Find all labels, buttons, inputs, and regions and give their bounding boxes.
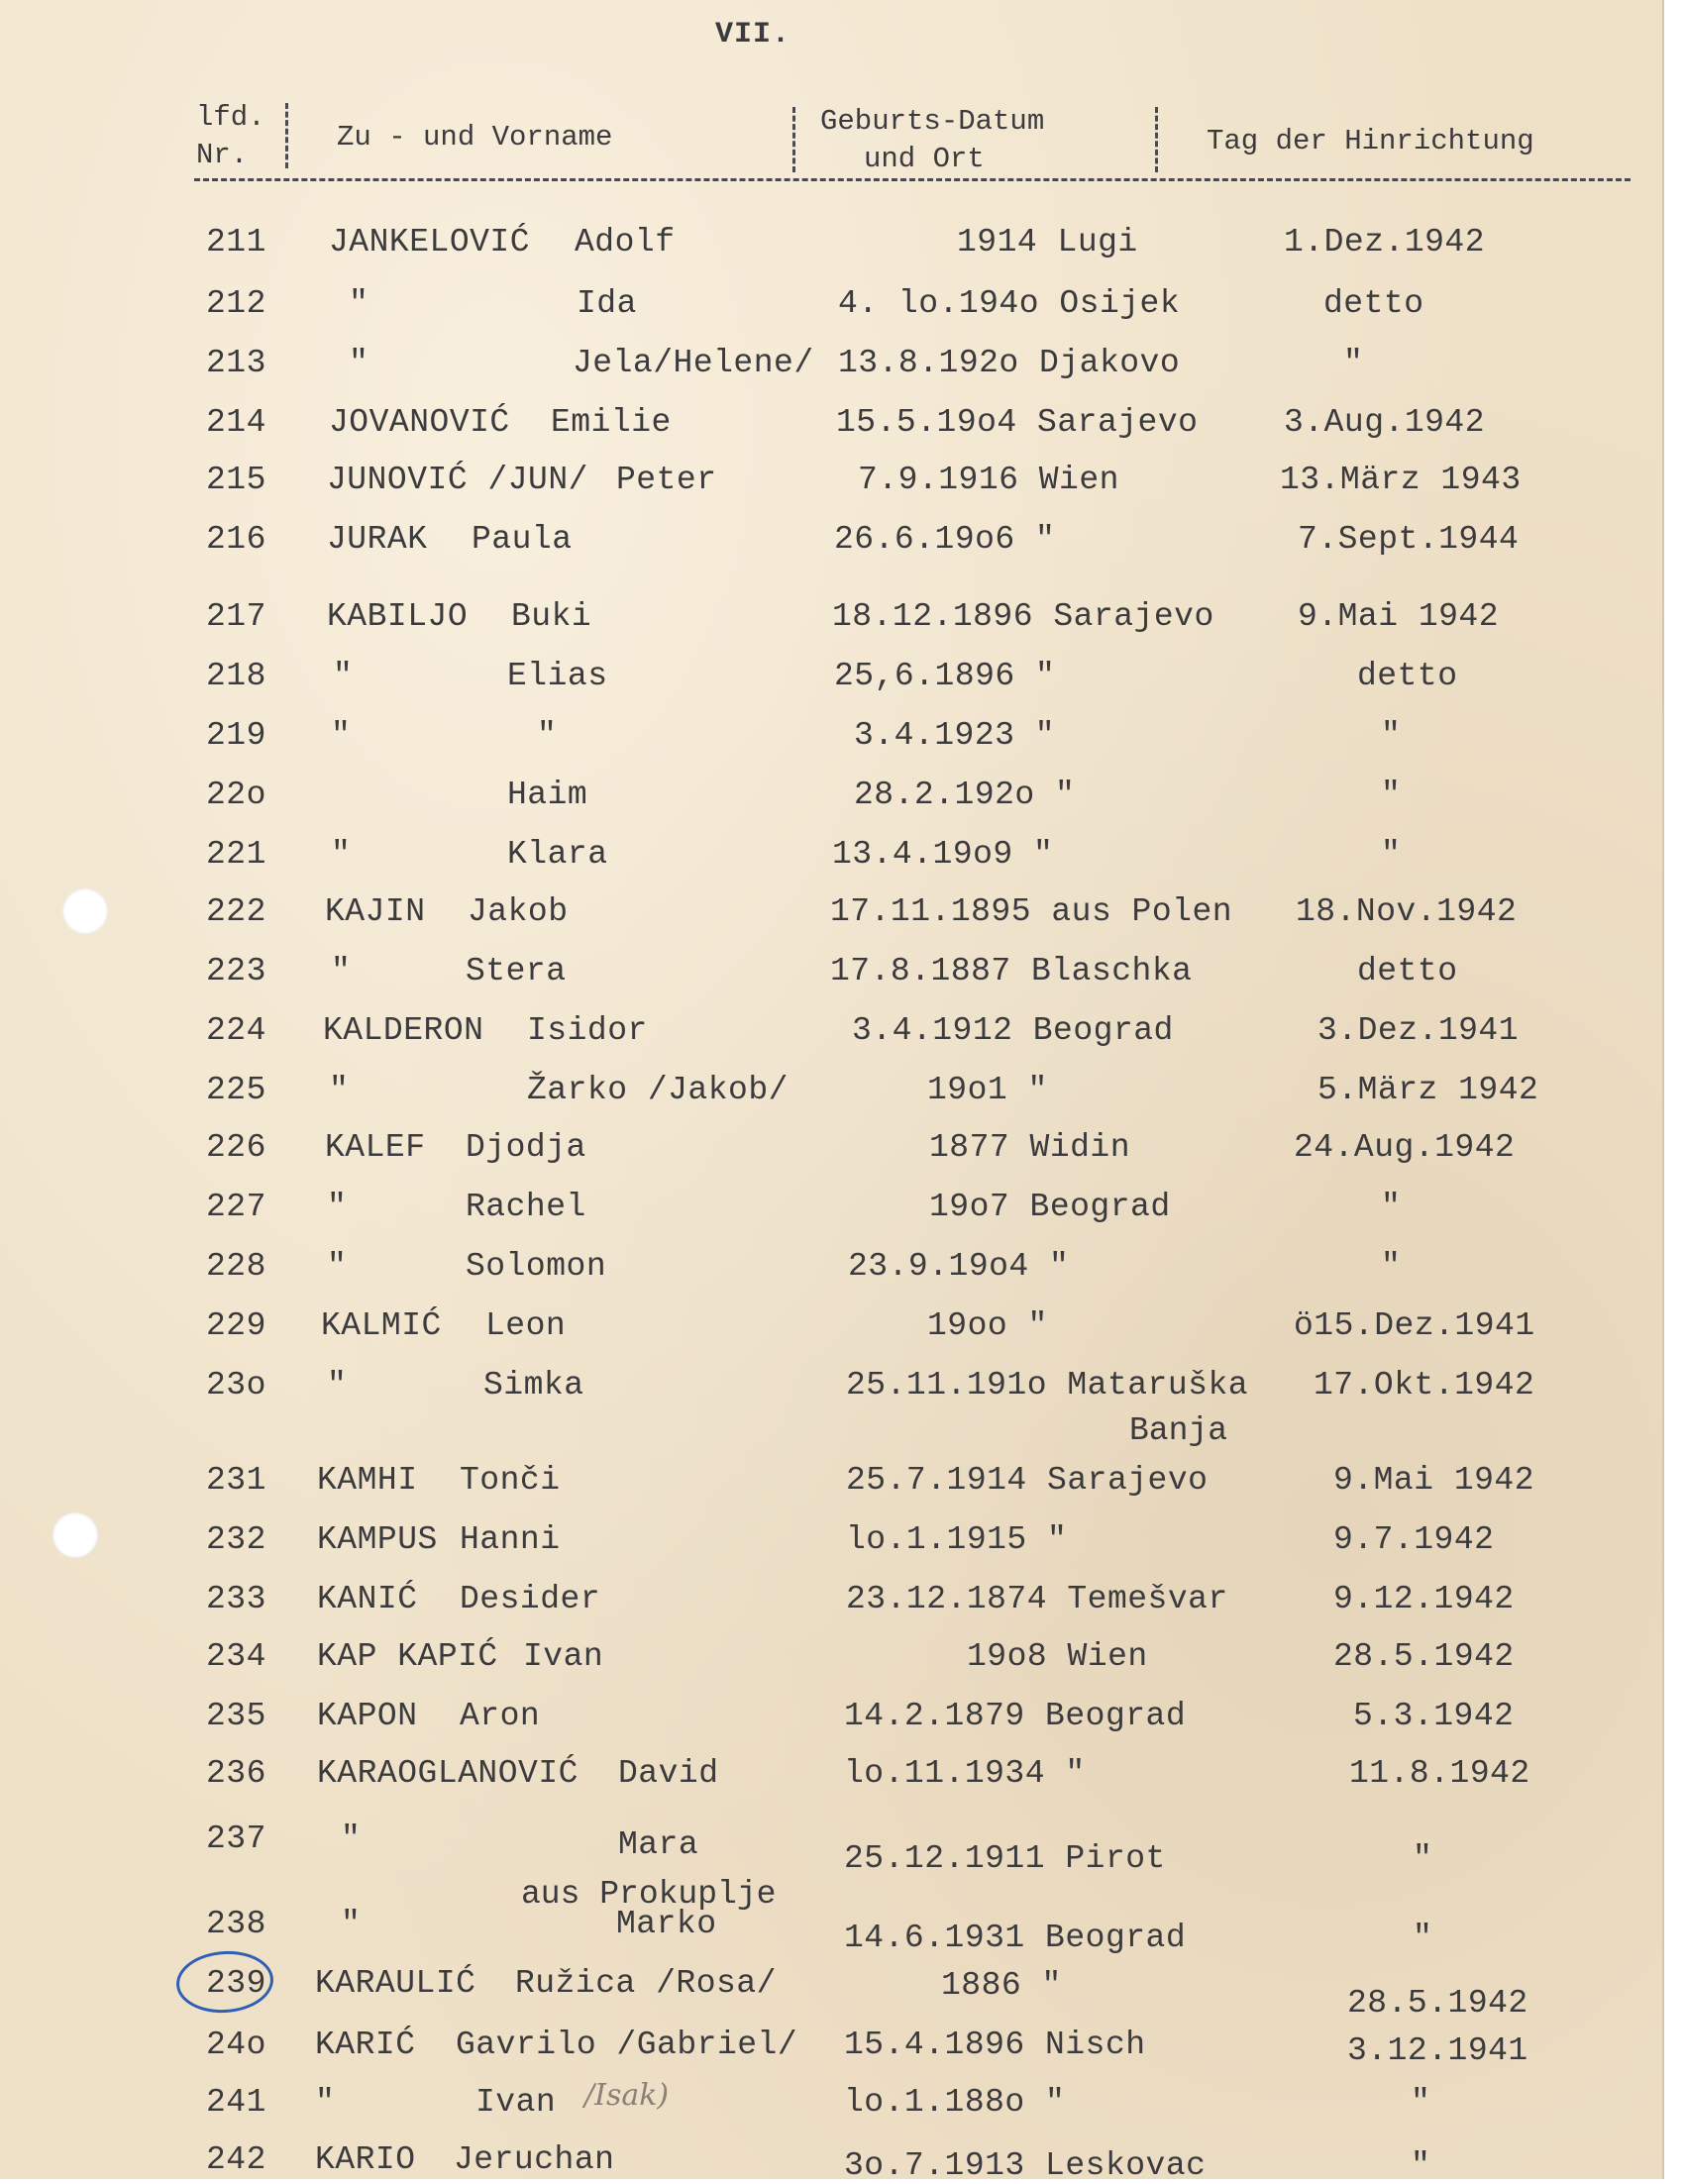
row-birth: 25,6.1896 " [834,658,1056,694]
table-row [0,1129,1662,1166]
table-row [0,1307,1662,1344]
row-birth: 14.2.1879 Beograd [844,1698,1187,1734]
row-execution-date: 18.Nov.1942 [1296,893,1518,930]
page-number: VII. [715,18,791,52]
row-given-name: Desider [460,1581,601,1617]
row-execution-date: " [1381,717,1402,754]
row-birth: 7.9.1916 Wien [858,462,1119,498]
row-execution-date: " [1381,1248,1402,1285]
row-given-name: Peter [616,462,717,498]
table-row [0,1698,1662,1734]
pencil-note: /Isak) [584,2078,670,2113]
row-given-name: Marko [616,1906,717,1942]
table-row [0,521,1662,558]
row-number: 224 [206,1012,266,1049]
row-number: 24o [206,2027,266,2063]
row-number: 213 [206,345,266,381]
row-birth: 14.6.1931 Beograd [844,1920,1187,1956]
header-nr-line1: lfd. [196,101,265,134]
row-birth: lo.1.188o " [844,2084,1066,2121]
row-given-name: Rachel [466,1189,586,1225]
row-number: 234 [206,1638,266,1675]
table-row [0,2027,1662,2069]
row-surname: KARIĆ [315,2027,416,2063]
row-surname: KABILJO [327,598,469,635]
row-surname: " [349,345,369,381]
row-surname: KARAULIĆ [315,1965,476,2002]
row-execution-date: detto [1357,953,1458,989]
row-given-name: Isidor [527,1012,648,1049]
row-given-name: Haim [507,777,588,813]
row-birth: 23.9.19o4 " [848,1248,1070,1285]
punch-hole-bottom [53,1512,98,1558]
row-execution-date: detto [1323,285,1424,322]
row-execution-date: 7.Sept.1944 [1298,521,1520,558]
row-given-name: Ružica /Rosa/ [515,1965,777,2002]
row-birth: 3o.7.1913 Leskovac [844,2147,1207,2184]
row-number: 223 [206,953,266,989]
row-given-name: Hanni [460,1521,561,1558]
row-number: 239 [206,1965,266,2002]
table-row [0,462,1662,498]
row-given-name: Ivan [523,1638,604,1675]
row-number: 237 [206,1820,266,1857]
row-surname: " [331,953,352,989]
row-given-name: Buki [511,598,592,635]
table-row [0,1189,1662,1225]
row-birth: 25.12.1911 Pirot [844,1840,1166,1877]
table-row [0,1367,1662,1404]
row-surname: KALDERON [323,1012,484,1049]
row-given-name: Gavrilo /Gabriel/ [456,2027,798,2063]
punch-hole-top [62,888,108,934]
row-surname: KARIO [315,2141,416,2178]
row-birth: 1877 Widin [929,1129,1131,1166]
row-given-name: Jeruchan [454,2141,615,2178]
row-number: 232 [206,1521,266,1558]
row-given-name: Stera [466,953,567,989]
header-separator-1 [285,103,288,168]
row-execution-date: " [1381,836,1402,873]
row-birth: 17.11.1895 aus Polen [830,893,1233,930]
row-birth: 4. lo.194o Osijek [838,285,1181,322]
row-execution-date: 5.3.1942 [1353,1698,1515,1734]
row-execution-date: 9.Mai 1942 [1298,598,1500,635]
header-rule [194,178,1631,181]
row-given-name: Žarko /Jakob/ [527,1072,789,1108]
row-number: 238 [206,1906,266,1942]
row-execution-date: " [1381,1189,1402,1225]
table-row [0,1755,1662,1792]
row-birth: 15.4.1896 Nisch [844,2027,1146,2063]
row-execution-date: " [1411,2084,1431,2121]
row-surname: " [333,658,354,694]
table-row [0,717,1662,754]
row-birth: lo.1.1915 " [846,1521,1068,1558]
row-given-name: Leon [485,1307,567,1344]
row-given-name: Jakob [468,893,569,930]
row-number: 22o [206,777,266,813]
row-execution-date: " [1413,1920,1433,1956]
row-surname: " [315,2084,336,2121]
row-execution-date: 9.7.1942 [1333,1521,1495,1558]
row-surname: " [327,1189,348,1225]
row-execution-date: 17.Okt.1942 [1314,1367,1535,1404]
row-number: 231 [206,1462,266,1499]
row-surname: " [341,1820,362,1857]
table-row [0,1906,1662,1956]
row-surname: KAMHI [317,1462,418,1499]
row-execution-date: " [1343,345,1364,381]
row-birth: 19o8 Wien [967,1638,1148,1675]
table-row [0,1248,1662,1285]
row-given-name: Simka [483,1367,584,1404]
row-execution-date: detto [1357,658,1458,694]
row-surname: KAPON [317,1698,418,1734]
row-given-name: " [537,717,558,754]
row-number: 212 [206,285,266,322]
row-execution-date: ö15.Dez.1941 [1294,1307,1535,1344]
row-execution-date: 28.5.1942 [1347,1985,1528,2022]
row-surname: " [349,285,369,322]
table-row [0,777,1662,813]
ink-circle-mark [174,1948,275,2017]
row-number: 215 [206,462,266,498]
row-given-name: Emilie [551,404,672,441]
table-row [0,658,1662,694]
table-row [0,1820,1662,1877]
row-given-name: Ivan [475,2084,557,2121]
table-row [0,224,1662,260]
row-number: 211 [206,224,266,260]
row-number: 226 [206,1129,266,1166]
row-birth: 15.5.19o4 Sarajevo [836,404,1199,441]
row-birth: 19o1 " [927,1072,1048,1108]
row-surname: JANKELOVIĆ [329,224,531,260]
row-execution-date: 28.5.1942 [1333,1638,1515,1675]
row-birth: 3.4.1912 Beograd [852,1012,1174,1049]
row-birth: 23.12.1874 Temešvar [846,1581,1228,1617]
row-birth: 25.7.1914 Sarajevo [846,1462,1209,1499]
row-birth: 19oo " [927,1307,1048,1344]
row-surname: KALMIĆ [321,1307,442,1344]
row-surname: " [331,836,352,873]
row-execution-date: 11.8.1942 [1349,1755,1530,1792]
table-row [0,1521,1662,1558]
row-execution-date: 3.Dez.1941 [1317,1012,1520,1049]
row-surname: JOVANOVIĆ [329,404,510,441]
table-row [0,836,1662,873]
row-execution-date: 9.12.1942 [1333,1581,1515,1617]
row-number: 221 [206,836,266,873]
row-execution-date: 9.Mai 1942 [1333,1462,1535,1499]
row-birth: 13.8.192o Djakovo [838,345,1181,381]
row-number: 216 [206,521,266,558]
row-birth: 1914 Lugi [957,224,1138,260]
row-birth: 25.11.191o Mataruška [846,1367,1249,1404]
row-number: 218 [206,658,266,694]
row-number: 236 [206,1755,266,1792]
row-execution-date: " [1413,1840,1433,1877]
table-row [0,1462,1662,1499]
row-surname: KALEF [325,1129,426,1166]
table-row [0,345,1662,381]
row-surname: JUNOVIĆ /JUN/ [327,462,588,498]
row-birth: 3.4.1923 " [854,717,1056,754]
row-number: 225 [206,1072,266,1108]
row-surname: JURAK [327,521,428,558]
table-row [0,1012,1662,1049]
table-row [0,1072,1662,1108]
table-row [0,893,1662,930]
row-given-name: Ida [577,285,637,322]
row-surname: KAMPUS [317,1521,438,1558]
table-row [0,598,1662,635]
row-execution-date: 13.März 1943 [1280,462,1522,498]
row-number: 228 [206,1248,266,1285]
header-separator-3 [1155,107,1158,172]
row-number: 242 [206,2141,266,2178]
row-surname: " [331,717,352,754]
row-execution-date: 3.12.1941 [1347,2032,1528,2069]
header-birth-line1: Geburts-Datum [820,105,1045,138]
row-surname: " [327,1248,348,1285]
row-given-name: Paula [472,521,573,558]
row-given-name: Aron [460,1698,541,1734]
table-row [0,404,1662,441]
header-name: Zu - und Vorname [337,121,613,154]
row-birth: lo.11.1934 " [844,1755,1086,1792]
row-given-name: Jela/Helene/ [573,345,814,381]
row-number: 233 [206,1581,266,1617]
row-number: 241 [206,2084,266,2121]
row-birth: 28.2.192o " [854,777,1076,813]
table-row [0,1581,1662,1617]
row-birth: 26.6.19o6 " [834,521,1056,558]
row-surname: KARAOGLANOVIĆ [317,1755,579,1792]
row-birth: 18.12.1896 Sarajevo [832,598,1214,635]
row-given-name: Solomon [466,1248,607,1285]
header-birth-line2: und Ort [864,143,985,175]
header-nr-line2: Nr. [196,139,249,171]
row-number: 219 [206,717,266,754]
row-execution-date: " [1411,2147,1431,2184]
row-number: 235 [206,1698,266,1734]
row-given-name: Djodja [466,1129,586,1166]
table-row [0,1638,1662,1675]
row-surname: KAJIN [325,893,426,930]
row-given-name: Mara [618,1826,699,1863]
row-number: 23o [206,1367,266,1404]
row-birth: 19o7 Beograd [929,1189,1171,1225]
row-surname: KAP KAPIĆ [317,1638,498,1675]
row-birth: 13.4.19o9 " [832,836,1054,873]
row-number: 217 [206,598,266,635]
row-given-name: Elias [507,658,608,694]
row-birth: 1886 " [941,1967,1062,2004]
row-execution-date: 3.Aug.1942 [1284,404,1486,441]
row-surname: " [329,1072,350,1108]
row-execution-date: 5.März 1942 [1317,1072,1539,1108]
header-execution: Tag der Hinrichtung [1207,125,1534,157]
row-given-name: David [618,1755,719,1792]
row-number: 229 [206,1307,266,1344]
row-execution-date: 1.Dez.1942 [1284,224,1486,260]
row-given-name: Tonči [460,1462,561,1499]
table-row [0,953,1662,989]
row-execution-date: " [1381,777,1402,813]
table-row [0,2141,1662,2184]
row-birth-continuation: Banja [1129,1412,1228,1449]
row-execution-date: 24.Aug.1942 [1294,1129,1516,1166]
row-birth: 17.8.1887 Blaschka [830,953,1193,989]
table-row [0,285,1662,322]
row-surname: " [341,1906,362,1942]
header-separator-2 [792,107,795,172]
row-surname: " [327,1367,348,1404]
row-given-name: Klara [507,836,608,873]
row-given-name: Adolf [575,224,676,260]
row-number: 214 [206,404,266,441]
row-number: 227 [206,1189,266,1225]
row-number: 222 [206,893,266,930]
row-given-name-note: aus Prokuplje [521,1876,777,1913]
row-surname: KANIĆ [317,1581,418,1617]
